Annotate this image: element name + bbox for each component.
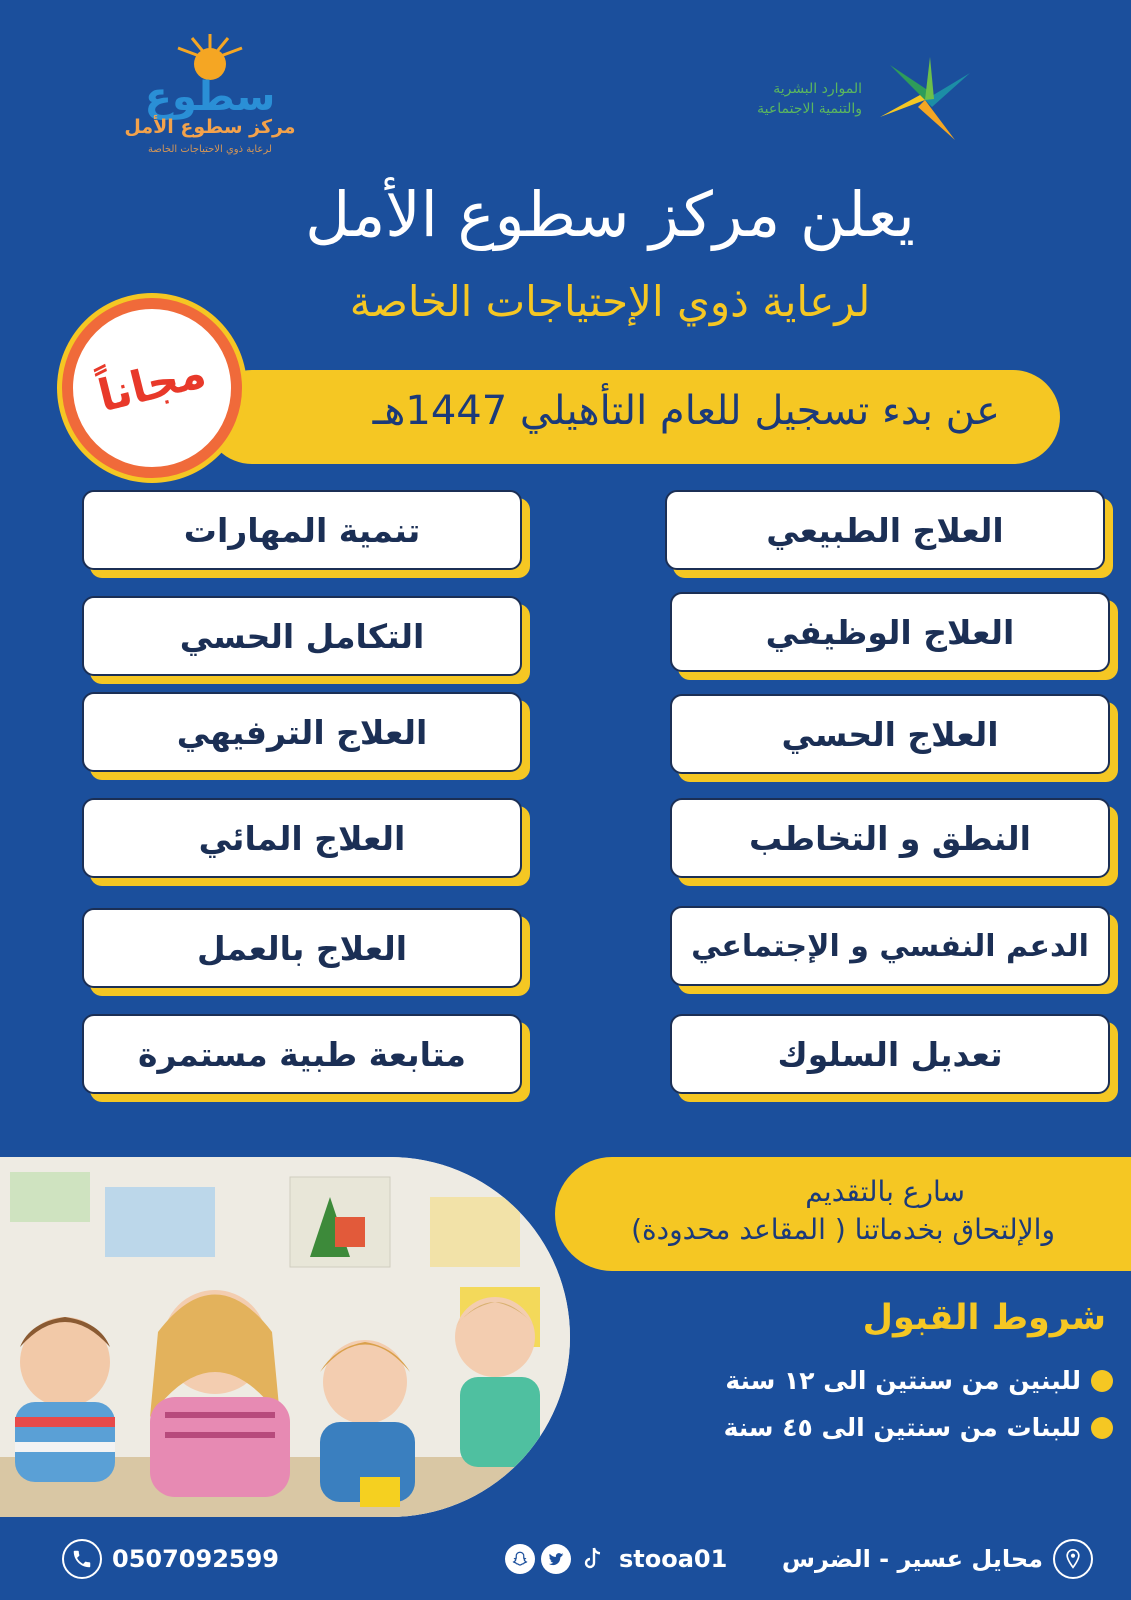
footer-location[interactable] [782, 1537, 1093, 1581]
center-logo-name: مركز سطوع الأمل [124, 116, 296, 138]
bullet-icon [1091, 1417, 1113, 1439]
service-label: الدعم النفسي و الإجتماعي [691, 928, 1089, 964]
children-photo [0, 1157, 570, 1517]
apply-line-2: والإلتحاق بخدماتنا ( المقاعد محدودة) [631, 1213, 1055, 1246]
service-label: النطق و التخاطب [749, 818, 1031, 858]
location-pin-icon [1053, 1539, 1093, 1579]
service-occupational-therapy [670, 592, 1110, 672]
bullet-icon [1091, 1370, 1113, 1392]
tiktok-icon[interactable] [577, 1544, 607, 1574]
phone-icon [62, 1539, 102, 1579]
service-sensory-therapy [670, 694, 1110, 774]
footer-social[interactable] [505, 1537, 727, 1581]
page-title: يعلن مركز سطوع الأمل [305, 178, 915, 251]
center-logo-wordmark: سطوع [144, 74, 276, 120]
registration-text: عن بدء تسجيل للعام التأهيلي 1447هـ [372, 388, 1000, 434]
ministry-star-icon [870, 55, 980, 145]
service-label: العلاج الحسي [781, 714, 999, 754]
service-label: العلاج الترفيهي [176, 712, 428, 752]
service-physical-therapy [665, 490, 1105, 570]
children-photo-illustration [0, 1157, 570, 1517]
free-badge [62, 298, 242, 478]
social-handle: stooa01 [619, 1545, 728, 1573]
footer-phone[interactable] [62, 1537, 279, 1581]
service-behavior-modification [670, 1014, 1110, 1094]
service-speech-therapy [670, 798, 1110, 878]
conditions-title: شروط القبول [862, 1298, 1106, 1338]
service-label: العلاج الوظيفي [765, 612, 1015, 652]
phone-number: 0507092599 [112, 1545, 279, 1573]
center-logo-tagline: لرعاية ذوي الاحتياجات الخاصة [148, 144, 272, 155]
apply-banner [555, 1157, 1131, 1271]
service-label: التكامل الحسي [179, 616, 425, 656]
service-work-therapy [82, 908, 522, 988]
registration-banner [205, 370, 1060, 464]
condition-text: للبنين من سنتين الى ١٢ سنة [725, 1366, 1081, 1395]
service-aquatic-therapy [82, 798, 522, 878]
center-logo-mark [140, 30, 280, 120]
service-label: متابعة طبية مستمرة [138, 1034, 466, 1074]
apply-line-1: سارع بالتقديم [805, 1175, 965, 1208]
ministry-line-1: الموارد البشرية [773, 81, 862, 97]
page-subtitle: لرعاية ذوي الإحتياجات الخاصة [349, 277, 871, 326]
service-label: العلاج الطبيعي [766, 510, 1004, 550]
service-recreational-therapy [82, 692, 522, 772]
twitter-icon[interactable] [541, 1544, 571, 1574]
condition-text: للبنات من سنتين الى ٤٥ سنة [723, 1413, 1081, 1442]
service-label: تعديل السلوك [777, 1034, 1003, 1074]
center-logo [115, 30, 305, 170]
service-label: العلاج المائي [198, 818, 406, 858]
location-text: محايل عسير - الضرس [781, 1545, 1043, 1573]
service-psychosocial-support [670, 906, 1110, 986]
service-label: تنمية المهارات [183, 510, 421, 550]
condition-girls [724, 1413, 1113, 1442]
snapchat-icon[interactable] [505, 1544, 535, 1574]
service-medical-followup [82, 1014, 522, 1094]
ministry-line-2: والتنمية الاجتماعية [757, 101, 862, 117]
service-label: العلاج بالعمل [196, 928, 408, 968]
ministry-logo [700, 55, 980, 155]
free-badge-label: مجاناً [93, 346, 211, 423]
condition-boys [725, 1366, 1113, 1395]
service-skills-development [82, 490, 522, 570]
service-sensory-integration [82, 596, 522, 676]
